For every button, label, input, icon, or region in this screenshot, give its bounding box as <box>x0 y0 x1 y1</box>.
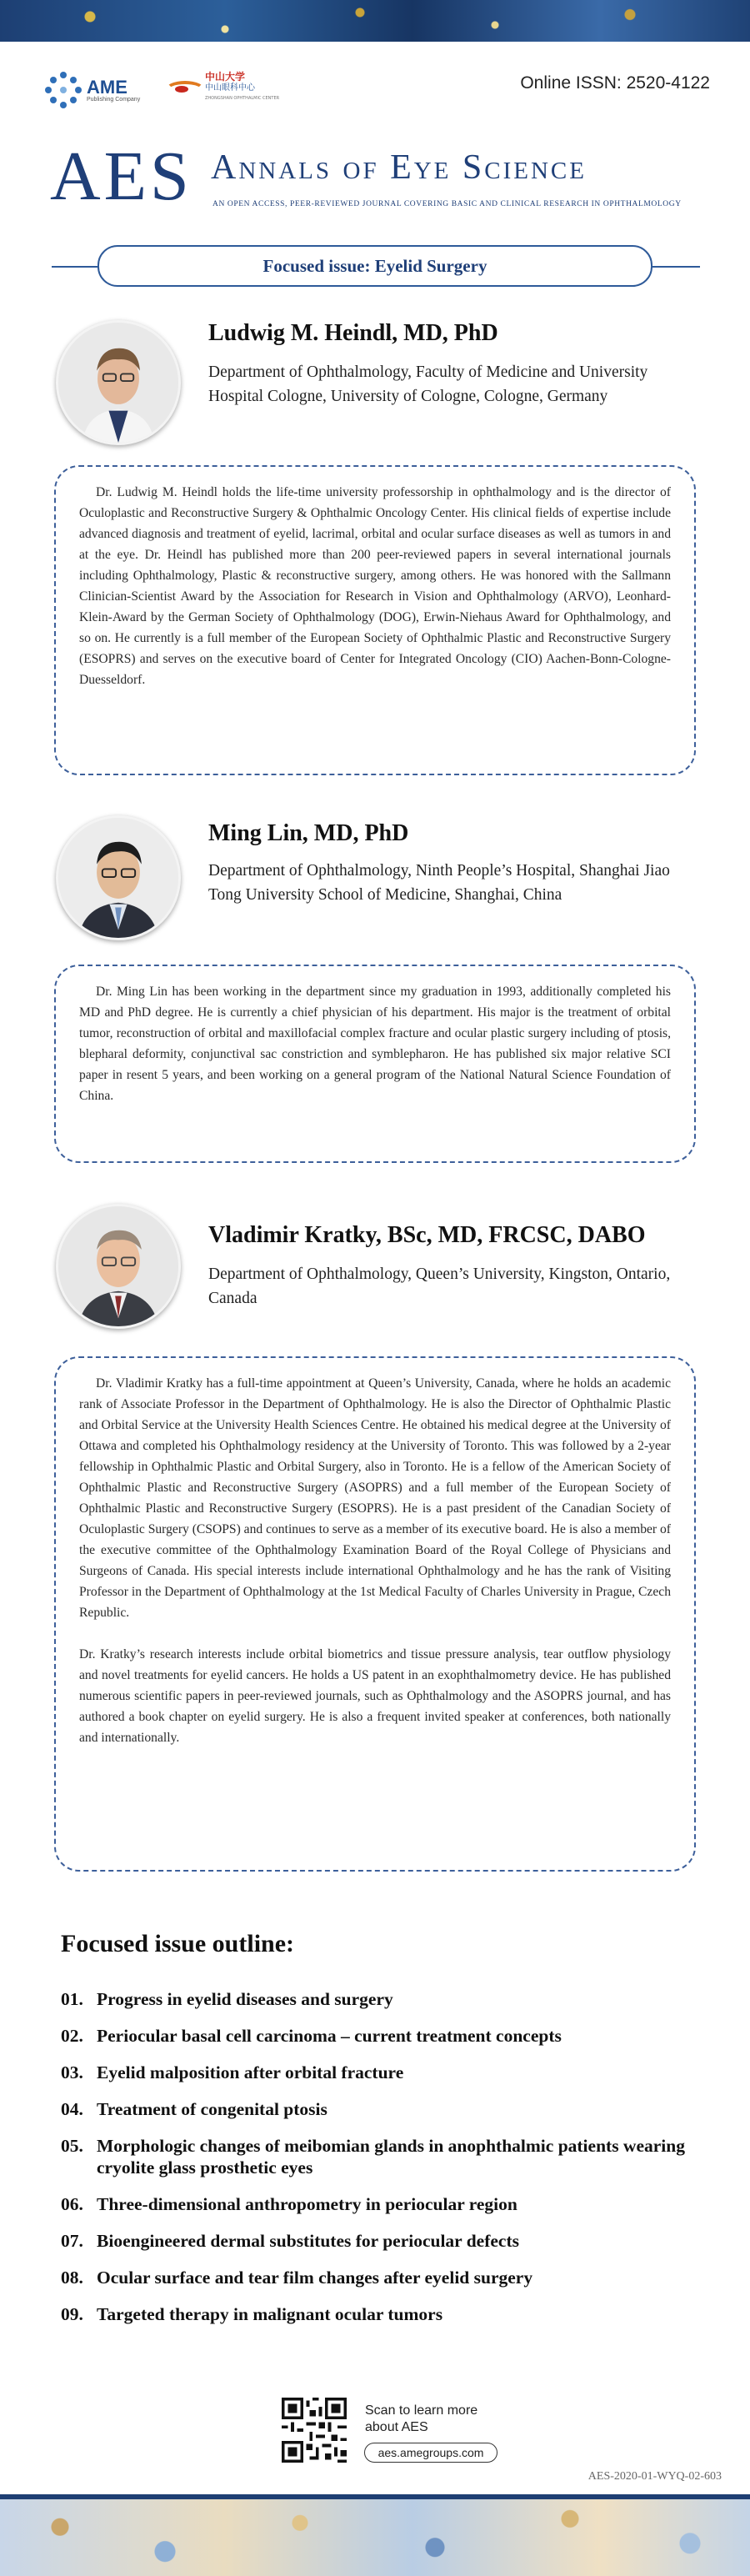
ame-logo-subtext: Publishing Company <box>87 96 141 103</box>
person-name-lin: Ming Lin, MD, PhD <box>208 820 409 846</box>
outline-item <box>61 1988 711 2010</box>
journal-title: Annals of Eye Science <box>211 148 587 187</box>
sysu-logo-line2: 中山眼科中心 <box>205 83 255 93</box>
outline-list <box>61 1988 711 2340</box>
outline-item-number: 01. <box>61 1989 83 2009</box>
outline-item <box>61 2267 711 2288</box>
outline-item-number: 07. <box>61 2231 83 2251</box>
outline-item-number: 03. <box>61 2062 83 2082</box>
bio-paragraph: Dr. Ming Lin has been working in the department since my graduation in 1993, additionally completed his MD and PhD degree. He is currently a chief physician of his department. His major is the treatment of orbital tumor, reconstruction of orbital and maxillofacial complex fracture and ocular plastic surgery including of ptosis, blepharal deformity, conjunctival sac constriction and symblepharon. He has published six major relative SCI paper in resent 5 years, and been working on a general program of the National Natural Science Foundation of China. <box>79 985 671 1103</box>
document-code: AES-2020-01-WYQ-02-603 <box>588 2470 722 2483</box>
bottom-decorative-banner <box>0 2494 750 2576</box>
sysu-logo-icon <box>163 76 202 101</box>
person-name-kratky: Vladimir Kratky, BSc, MD, FRCSC, DABO <box>208 1222 646 1248</box>
ame-logo-text: AME <box>87 76 128 98</box>
outline-item <box>61 2230 711 2252</box>
outline-item-title: Ocular surface and tear film changes after eyelid surgery <box>97 2268 533 2288</box>
person-affiliation-kratky: Department of Ophthalmology, Queen’s University, Kingston, Ontario, Canada <box>208 1265 671 1307</box>
outline-item-title: Three-dimensional anthropometry in periocular region <box>97 2194 518 2214</box>
outline-item-title: Treatment of congenital ptosis <box>97 2099 328 2119</box>
outline-item <box>61 2303 711 2325</box>
outline-item <box>61 2098 711 2120</box>
avatar-lin <box>56 815 181 940</box>
scan-prompt: Scan to learn more about AES <box>365 2403 478 2434</box>
top-decorative-banner <box>0 0 750 42</box>
website-link[interactable]: aes.amegroups.com <box>364 2443 498 2463</box>
outline-item <box>61 2193 711 2215</box>
person-name-heindl: Ludwig M. Heindl, MD, PhD <box>208 320 498 346</box>
issn-label: Online ISSN: 2520-4122 <box>520 73 710 93</box>
journal-tagline: AN OPEN ACCESS, PEER-REVIEWED JOURNAL COVERING BASIC AND CLINICAL RESEARCH IN OPHTHALMOLOGY <box>212 200 682 208</box>
outline-item-number: 09. <box>61 2304 83 2324</box>
ame-logo[interactable] <box>45 72 140 108</box>
bio-paragraph: Dr. Vladimir Kratky has a full-time appointment at Queen’s University, Canada, where he holds an academic rank of Associate Professor in the Department of Ophthalmology. He is also the Director of Ophthalmic Plastic and Orbital Service at the University Health Sciences Centre. He obtained his medical degree at the University of Ottawa and completed his Ophthalmology residency at the University of Toronto. This was followed by a 2-year fellowship in Ophthalmic Plastic and Orbital Surgery, also in Toronto. He is a fellow of the American Society of Ophthalmic Plastic and Reconstructive Surgery (ASOPRS) and a full member of the European Society of Ophthalmic Plastic and Reconstructive Surgery (ESOPRS). He is a past president of the Canadian Society of Oculoplastic Surgery (CSOPS) and continues to serve as a member of its executive board. He is also a member of the executive committee of the Ophthalmology Examination Board of the Royal College of Physicians and Surgeons of Canada. His special interests include international Ophthalmology and he has the rank of Visiting Professor in the Department of Ophthalmology at the 1st Medical Faculty of Charles University in Prague, Czech Republic. <box>79 1376 671 1620</box>
bio-box-heindl <box>54 465 696 775</box>
outline-item-title: Bioengineered dermal substitutes for periocular defects <box>97 2231 519 2251</box>
person-affiliation-heindl: Department of Ophthalmology, Faculty of Medicine and University Hospital Cologne, University of Cologne, Cologne, Germany <box>208 363 648 405</box>
outline-item-number: 04. <box>61 2099 83 2119</box>
outline-item-title: Eyelid malposition after orbital fracture <box>97 2062 404 2082</box>
outline-item-title: Periocular basal cell carcinoma – current treatment concepts <box>97 2026 562 2046</box>
sysu-logo[interactable] <box>163 72 279 104</box>
bio-paragraph: Dr. Kratky’s research interests include orbital biometrics and tissue pressure analysis, tear outflow physiology and novel treatments for eyelid cancers. He holds a US patent in an exophthalmometry device. He has published numerous scientific papers in peer-reviewed journals, such as Ophthalmology and the ASOPRS journal, and has authored a book chapter on eyelid surgery. He is also a frequent invited speaker at conferences, both nationally and internationally. <box>79 1647 671 1745</box>
sysu-logo-line1: 中山大学 <box>205 71 246 83</box>
qr-code[interactable] <box>282 2398 347 2463</box>
sysu-logo-line3: ZHONGSHAN OPHTHALMIC CENTER <box>205 96 280 101</box>
outline-item-number: 08. <box>61 2268 83 2288</box>
avatar-heindl <box>56 320 181 445</box>
person-affiliation-lin: Department of Ophthalmology, Ninth People’s Hospital, Shanghai Jiao Tong University School of Medicine, Shanghai, China <box>208 862 670 904</box>
avatar-kratky <box>56 1204 181 1329</box>
ame-logo-icon <box>45 72 82 108</box>
outline-item-number: 06. <box>61 2194 83 2214</box>
outline-item-title: Targeted therapy in malignant ocular tumors <box>97 2304 443 2324</box>
outline-item-title: Morphologic changes of meibomian glands in anophthalmic patients wearing cryolite glass prosthetic eyes <box>97 2136 685 2178</box>
outline-item <box>61 2135 711 2178</box>
bio-paragraph: Dr. Ludwig M. Heindl holds the life-time university professorship in ophthalmology and is the director of Oculoplastic and Reconstructive Surgery & Ophthalmic Oncology Center. His clinical fields of expertise include advanced diagnosis and treatment of eyelid, lacrimal, orbital and ocular surface diseases as well as tumors in and at the eye. Dr. Heindl has published more than 200 peer-reviewed papers in several international journals including Ophthalmology, Plastic & reconstructive surgery, among others. He was honored with the Sallmann Clinician-Scientist Award by the Association for Research in Vision and Ophthalmology (ARVO), Leonhard-Klein-Award by the German Society of Ophthalmology (DOG), Erwin-Niehaus Award for Ophthalmology, and so on. He currently is a full member of the European Society of Ophthalmic Plastic and Reconstructive Surgery (ESOPRS) and serves on the executive board of Center for Integrated Oncology (CIO) Aachen-Bonn-Cologne-Duesseldorf. <box>79 485 671 687</box>
journal-abbreviation: AES <box>50 138 192 215</box>
focus-divider-right <box>650 266 700 268</box>
outline-item <box>61 2025 711 2047</box>
focus-divider-left <box>52 266 102 268</box>
focused-issue-banner: Focused issue: Eyelid Surgery <box>98 245 652 287</box>
outline-item-number: 05. <box>61 2136 83 2156</box>
outline-item <box>61 2062 711 2083</box>
bio-box-kratky <box>54 1356 696 1872</box>
outline-item-title: Progress in eyelid diseases and surgery <box>97 1989 393 2009</box>
bio-box-lin <box>54 965 696 1163</box>
outline-item-number: 02. <box>61 2026 83 2046</box>
outline-heading: Focused issue outline: <box>61 1930 295 1957</box>
